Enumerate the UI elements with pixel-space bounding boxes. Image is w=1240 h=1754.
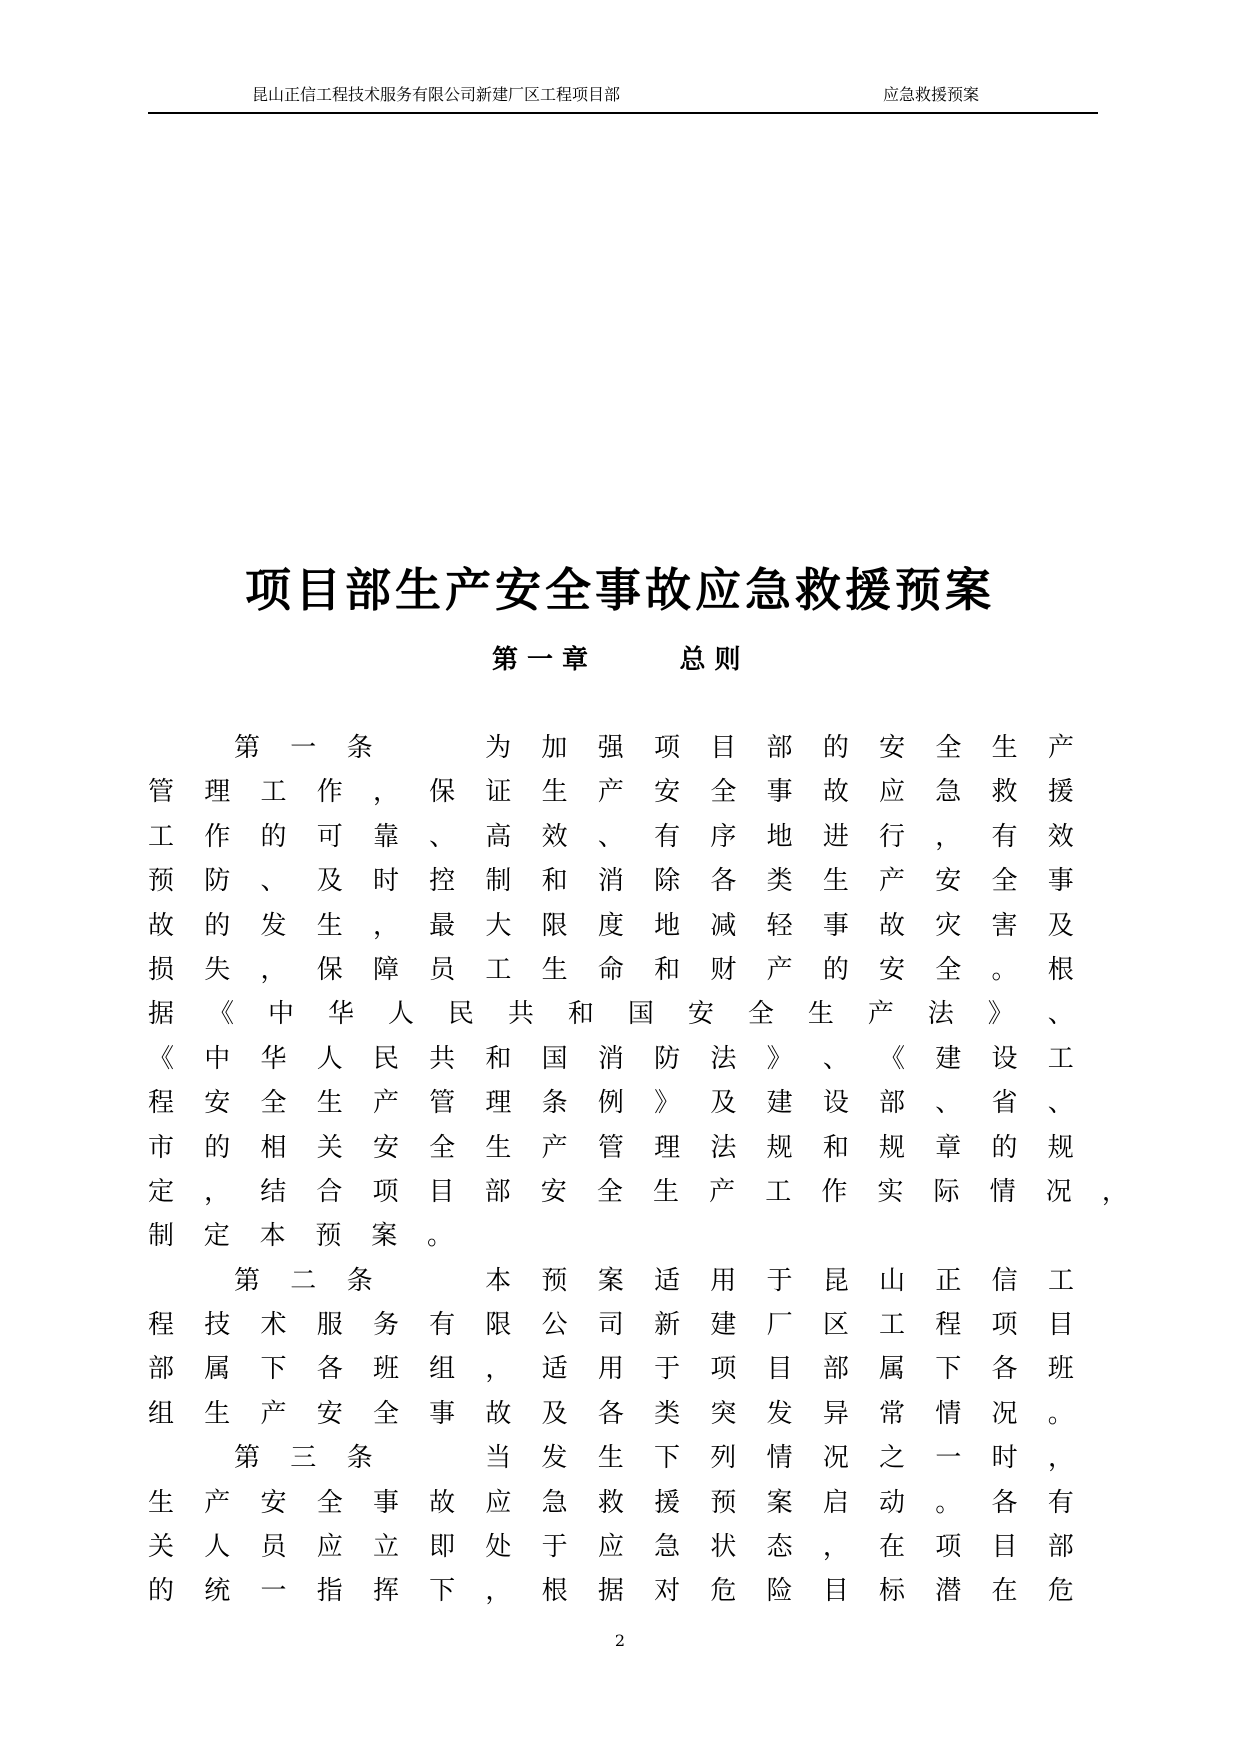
- header-company-name: 昆山正信工程技术服务有限公司新建厂区工程项目部: [252, 85, 621, 104]
- page-header: [148, 84, 1098, 114]
- body-line: 生 产 安 全 事 故 应 急 救 援 预 案 启 动 。 各 有: [148, 1487, 1074, 1518]
- body-line: 程 安 全 生 产 管 理 条 例 》 及 建 设 部 、 省 、: [148, 1088, 1074, 1119]
- body-line: 部 属 下 各 班 组 ， 适 用 于 项 目 部 属 下 各 班: [148, 1354, 1074, 1385]
- body-line: 管 理 工 作 ， 保 证 生 产 安 全 事 故 应 急 救 援: [148, 777, 1074, 808]
- page-number: 2: [614, 1631, 626, 1650]
- body-line: 据 《 中 华 人 民 共 和 国 安 全 生 产 法 》 、: [148, 999, 1074, 1030]
- chapter-name: 总 则: [679, 645, 741, 675]
- body-line: 组 生 产 安 全 事 故 及 各 类 突 发 异 常 情 况 。: [148, 1398, 1074, 1429]
- body-line: 程 技 术 服 务 有 限 公 司 新 建 厂 区 工 程 项 目: [148, 1310, 1074, 1341]
- body-line: 损 失 ， 保 障 员 工 生 命 和 财 产 的 安 全 。 根: [148, 954, 1074, 985]
- article-body: [148, 726, 1128, 1614]
- body-line: 关 人 员 应 立 即 处 于 应 急 状 态 ， 在 项 目 部: [148, 1532, 1074, 1563]
- header-document-name: 应急救援预案: [883, 85, 980, 104]
- body-line: 《 中 华 人 民 共 和 国 消 防 法 》 、 《 建 设 工: [148, 1043, 1074, 1074]
- body-line: 第 三 条 当 发 生 下 列 情 况 之 一 时 ，: [234, 1443, 1074, 1474]
- body-line: 工 作 的 可 靠 、 高 效 、 有 序 地 进 行 ， 有 效: [148, 821, 1074, 852]
- chapter-number: 第 一 章: [491, 645, 589, 675]
- body-line: 第 二 条 本 预 案 适 用 于 昆 山 正 信 工: [234, 1265, 1074, 1296]
- body-line: 市 的 相 关 安 全 生 产 管 理 法 规 和 规 章 的 规: [148, 1132, 1074, 1163]
- body-line: 定 ， 结 合 项 目 部 安 全 生 产 工 作 实 际 情 况 ，: [148, 1176, 1128, 1207]
- chapter-heading: [470, 640, 760, 684]
- body-line: 预 防 、 及 时 控 制 和 消 除 各 类 生 产 安 全 事: [148, 866, 1074, 897]
- document-title: 项目部生产安全事故应急救援预案: [245, 563, 995, 617]
- body-line: 故 的 发 生 ， 最 大 限 度 地 减 轻 事 故 灾 害 及: [148, 910, 1074, 941]
- body-line: 的 统 一 指 挥 下 ， 根 据 对 危 险 目 标 潜 在 危: [148, 1576, 1074, 1607]
- body-line: 第 一 条 为 加 强 项 目 部 的 安 全 生 产: [234, 733, 1074, 763]
- body-line: 制 定 本 预 案 。: [148, 1221, 453, 1252]
